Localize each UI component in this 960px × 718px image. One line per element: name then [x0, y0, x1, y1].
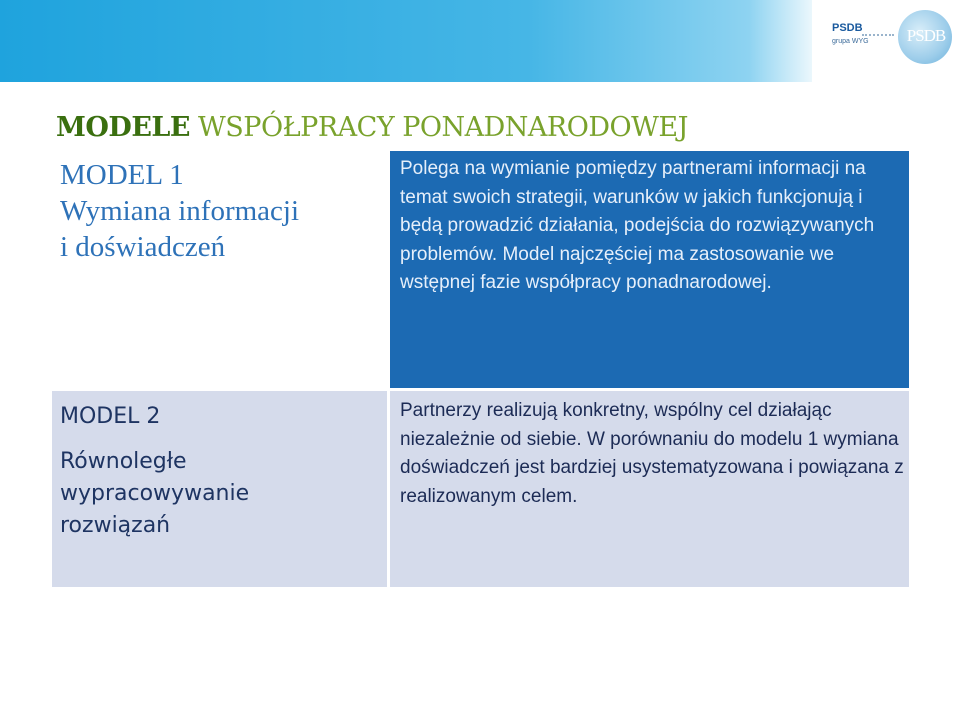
model1-heading-cell [52, 151, 387, 388]
page-title-bold: MODELE [56, 112, 190, 143]
model2-heading-line2: Równoległe [60, 449, 187, 474]
model1-description-cell [390, 151, 909, 388]
psdb-logo-circle-text: PSDB [906, 26, 946, 45]
model2-description-cell [390, 391, 909, 587]
models-table [52, 151, 909, 587]
model2-heading-line1: MODEL 2 [60, 404, 161, 429]
model2-description: Partnerzy realizują konkretny, wspólny cel działając niezależnie od siebie. W porównaniu do modelu 1 wymiana doświadczeń jest bardziej usystematyzowana i powiązana z realizowanym celem. [400, 400, 904, 507]
model1-description: Polega na wymianie pomiędzy partnerami informacji na temat swoich strategii, warunków w jakich funkcjonują i będą prowadzić działania, podejścia do rozwiązywanych problemów. Model najczęściej ma zastosowanie we wstępnej fazie współpracy ponadnarodowej. [400, 158, 875, 293]
model2-heading [60, 401, 310, 555]
page-title [56, 112, 688, 143]
logo-dotted-line [862, 34, 894, 36]
model2-heading-cell [52, 391, 387, 587]
model1-heading-line2: Wymiana informacji [60, 195, 300, 227]
model1-heading-line3: i doświadczeń [60, 231, 226, 263]
psdb-logo-text: PSDB [832, 22, 863, 34]
model1-heading-line1: MODEL 1 [60, 159, 184, 191]
psdb-logo-subtitle: grupa WYG [832, 38, 869, 45]
model2-heading-line3: wypracowywanie rozwiązań [60, 481, 250, 538]
page-title-rest: WSPÓŁPRACY PONADNARODOWEJ [189, 112, 688, 143]
model1-heading [60, 157, 299, 265]
